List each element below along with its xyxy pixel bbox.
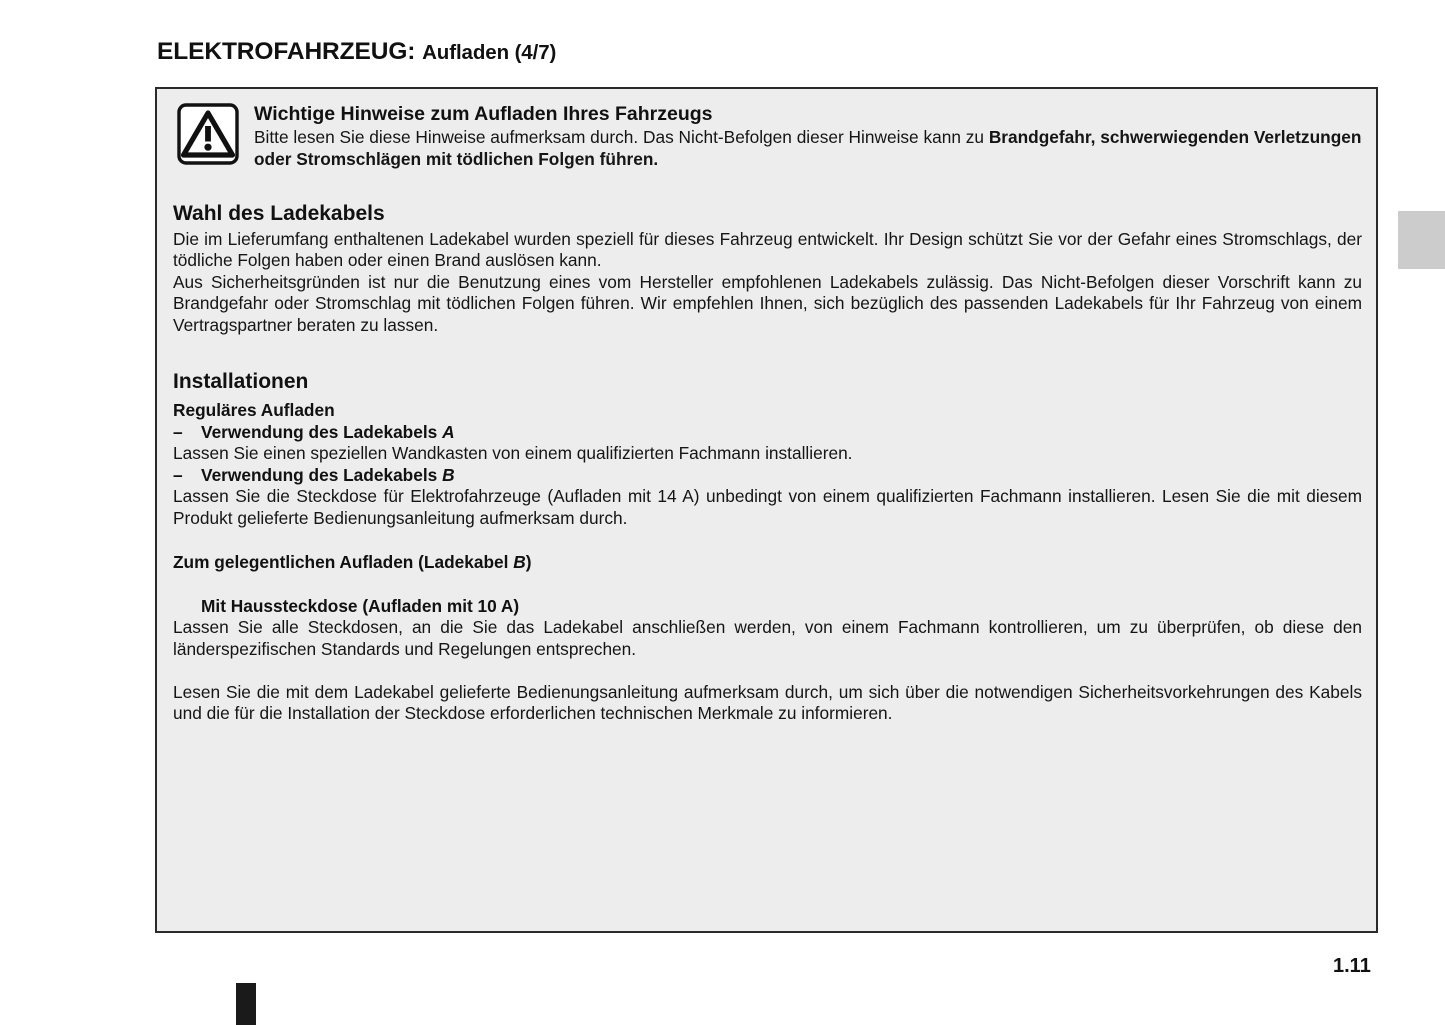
subheading-house-socket: Mit Haussteckdose (Aufladen mit 10 A) bbox=[201, 596, 520, 617]
paragraph-manual-reading: Lesen Sie die mit dem Ladekabel gelieferte Bedienungsanleitung aufmerksam durch, um sich über die notwendigen Sicherheitsvorkehrungen des Kabels und die für die Installation der Steckdose erforderlichen technischen Merkmale zu informieren. bbox=[173, 682, 1362, 724]
bullet-text-cable-a: Lassen Sie einen speziellen Wandkasten von einem qualifizierten Fachmann installieren. bbox=[173, 443, 853, 463]
bullet-label-italic: B bbox=[442, 465, 455, 486]
bullet-label-cable-b bbox=[201, 464, 455, 486]
important-notice-alert bbox=[173, 101, 1362, 170]
bullet-item-cable-a bbox=[173, 421, 1362, 443]
bullet-label-cable-a bbox=[201, 421, 455, 443]
chapter-tab-marker bbox=[1398, 211, 1445, 269]
alert-heading: Wichtige Hinweise zum Aufladen Ihres Fahrzeugs bbox=[254, 103, 713, 125]
page-title-main: ELEKTROFAHRZEUG: bbox=[157, 38, 416, 65]
alert-text-group bbox=[254, 101, 1362, 170]
subheading-occasional-italic: B bbox=[513, 552, 526, 573]
subheading-occasional-prefix: Zum gelegentlichen Aufladen (Ladekabel bbox=[173, 552, 514, 573]
bottom-edge-marker bbox=[236, 983, 256, 1025]
bullet-label-italic: A bbox=[442, 422, 455, 442]
bullet-dash: – bbox=[173, 422, 183, 442]
bullet-label-prefix: Verwendung des Ladekabels bbox=[201, 465, 443, 486]
page-number: 1.11 bbox=[1333, 955, 1371, 977]
section-cable-choice-paragraph-2: Aus Sicherheitsgründen ist nur die Benutzung eines vom Hersteller empfohlenen Ladekabels zulässig. Das Nicht-Befolgen dieser Vorschrift kann zu Brandgefahr oder Stromschlag mit tödlichen Folgen führen. Wir empfehlen Ihnen, sich bezüglich des passenden Ladekabels für Ihr Fahrzeug von einem Vertragspartner beraten zu lassen. bbox=[173, 271, 1362, 335]
subheading-occasional-suffix: ) bbox=[525, 552, 532, 573]
subheading-occasional-charging bbox=[173, 551, 1362, 573]
subheading-regular-charging: Reguläres Aufladen bbox=[173, 400, 335, 420]
alert-body-normal: Bitte lesen Sie diese Hinweise aufmerksam durch. Das Nicht-Befolgen dieser Hinweise kann zu bbox=[254, 127, 989, 147]
content-frame bbox=[155, 87, 1378, 933]
section-cable-choice bbox=[173, 201, 1362, 336]
page-title bbox=[157, 38, 556, 66]
bullet-item-cable-b bbox=[173, 464, 1362, 486]
bullet-label-prefix: Verwendung des Ladekabels bbox=[201, 422, 443, 442]
bullet-dash: – bbox=[173, 465, 183, 486]
page-title-sub: Aufladen (4/7) bbox=[422, 41, 557, 64]
alert-body bbox=[254, 127, 1362, 170]
section-cable-choice-heading: Wahl des Ladekabels bbox=[173, 202, 385, 225]
section-installations bbox=[173, 369, 1362, 725]
alert-body-bold: Brandgefahr, schwerwiegenden Verletzungen oder Stromschlägen mit tödlichen Folgen führen. bbox=[254, 127, 1362, 169]
section-cable-choice-paragraph-1: Die im Lieferumfang enthaltenen Ladekabel wurden speziell für dieses Fahrzeug entwickelt. Ihr Design schützt Sie vor der Gefahr eines Stromschlags, der tödliche Folgen haben oder einen Brand auslösen kann. bbox=[173, 229, 1362, 271]
paragraph-house-socket: Lassen Sie alle Steckdosen, an die Sie das Ladekabel anschließen werden, von einem Fachmann kontrollieren, um zu überprüfen, ob diese den länderspezifischen Standards und Regelungen entsprechen. bbox=[173, 617, 1362, 659]
bullet-text-cable-b: Lassen Sie die Steckdose für Elektrofahrzeuge (Aufladen mit 14 A) unbedingt von einem qualifizierten Fachmann installieren. Lesen Sie die mit diesem Produkt gelieferte Bedienungsanleitung aufmerksam durch. bbox=[173, 486, 1362, 528]
warning-triangle-icon bbox=[177, 103, 239, 165]
section-installations-heading: Installationen bbox=[173, 370, 309, 393]
